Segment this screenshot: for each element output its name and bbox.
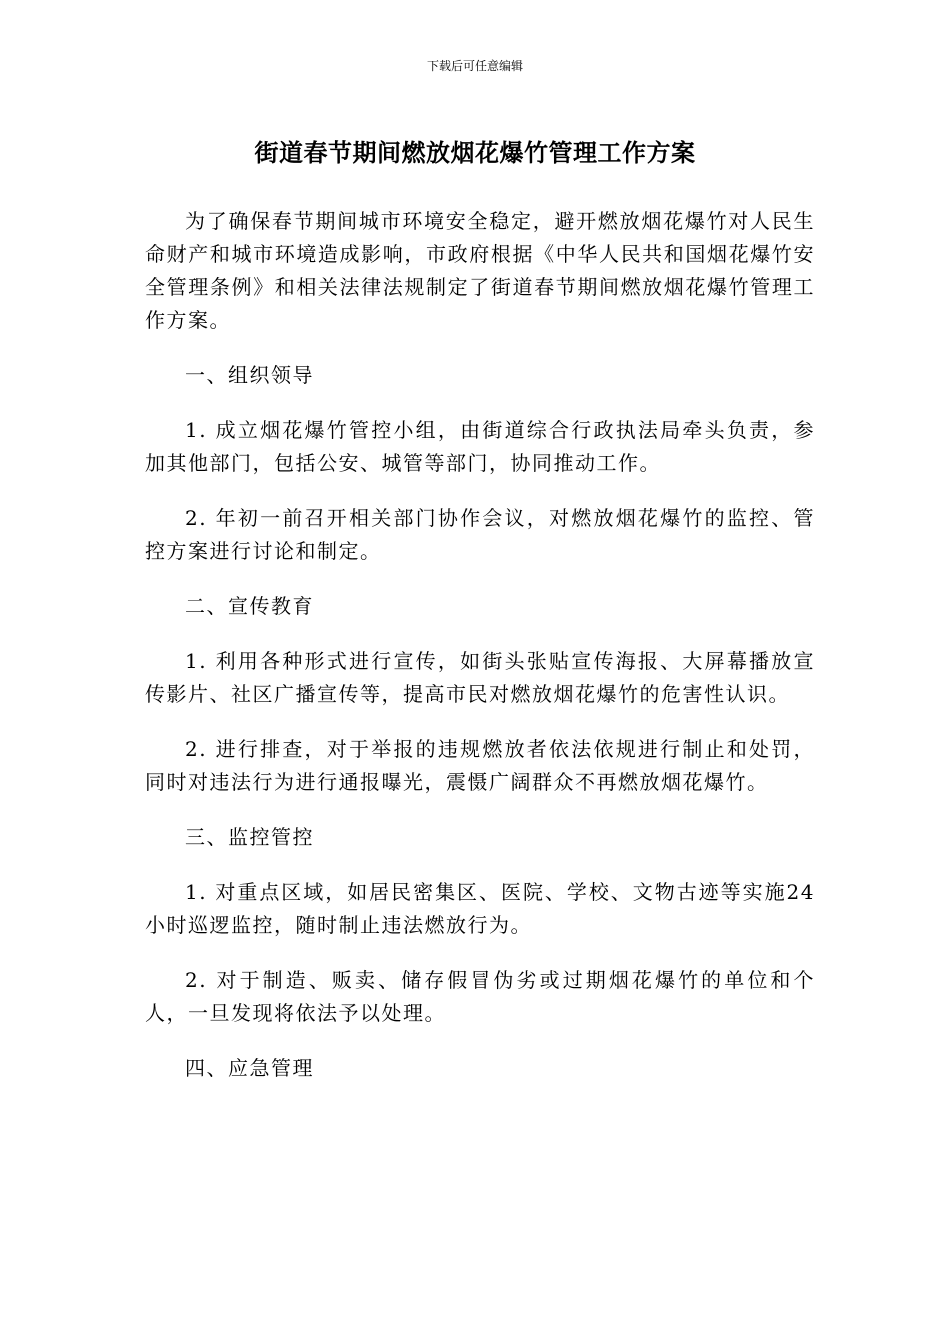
header-note: 下载后可任意编辑 bbox=[426, 59, 523, 73]
section-item: 1. 利用各种形式进行宣传，如街头张贴宣传海报、大屏幕播放宣传影片、社区广播宣传等，提高市民对燃放烟花爆竹的危害性认识。 bbox=[145, 649, 815, 706]
section-heading-monitoring: 三、监控管控 bbox=[185, 825, 314, 849]
document-title: 街道春节期间燃放烟花爆竹管理工作方案 bbox=[254, 139, 696, 167]
section-heading-organization: 一、组织领导 bbox=[185, 363, 314, 387]
section-heading-emergency: 四、应急管理 bbox=[185, 1056, 314, 1080]
section-item: 1. 成立烟花爆竹管控小组，由街道综合行政执法局牵头负责，参加其他部门，包括公安、城管等部门，协同推动工作。 bbox=[145, 418, 815, 475]
section-item: 2. 年初一前召开相关部门协作会议，对燃放烟花爆竹的监控、管控方案进行讨论和制定。 bbox=[145, 506, 815, 563]
section-item: 2. 进行排查，对于举报的违规燃放者依法依规进行制止和处罚，同时对违法行为进行通报曝光，震慑广阔群众不再燃放烟花爆竹。 bbox=[145, 737, 815, 794]
document-body bbox=[145, 205, 815, 1107]
section-item: 2. 对于制造、贩卖、储存假冒伪劣或过期烟花爆竹的单位和个人，一旦发现将依法予以处理。 bbox=[145, 968, 815, 1025]
section-heading-publicity: 二、宣传教育 bbox=[185, 594, 314, 618]
section-item: 1. 对重点区域，如居民密集区、医院、学校、文物古迹等实施24小时巡逻监控，随时制止违法燃放行为。 bbox=[145, 880, 815, 937]
intro-paragraph: 为了确保春节期间城市环境安全稳定，避开燃放烟花爆竹对人民生命财产和城市环境造成影响，市政府根据《中华人民共和国烟花爆竹安全管理条例》和相关法律法规制定了街道春节期间燃放烟花爆竹管理工作方案。 bbox=[145, 209, 815, 332]
